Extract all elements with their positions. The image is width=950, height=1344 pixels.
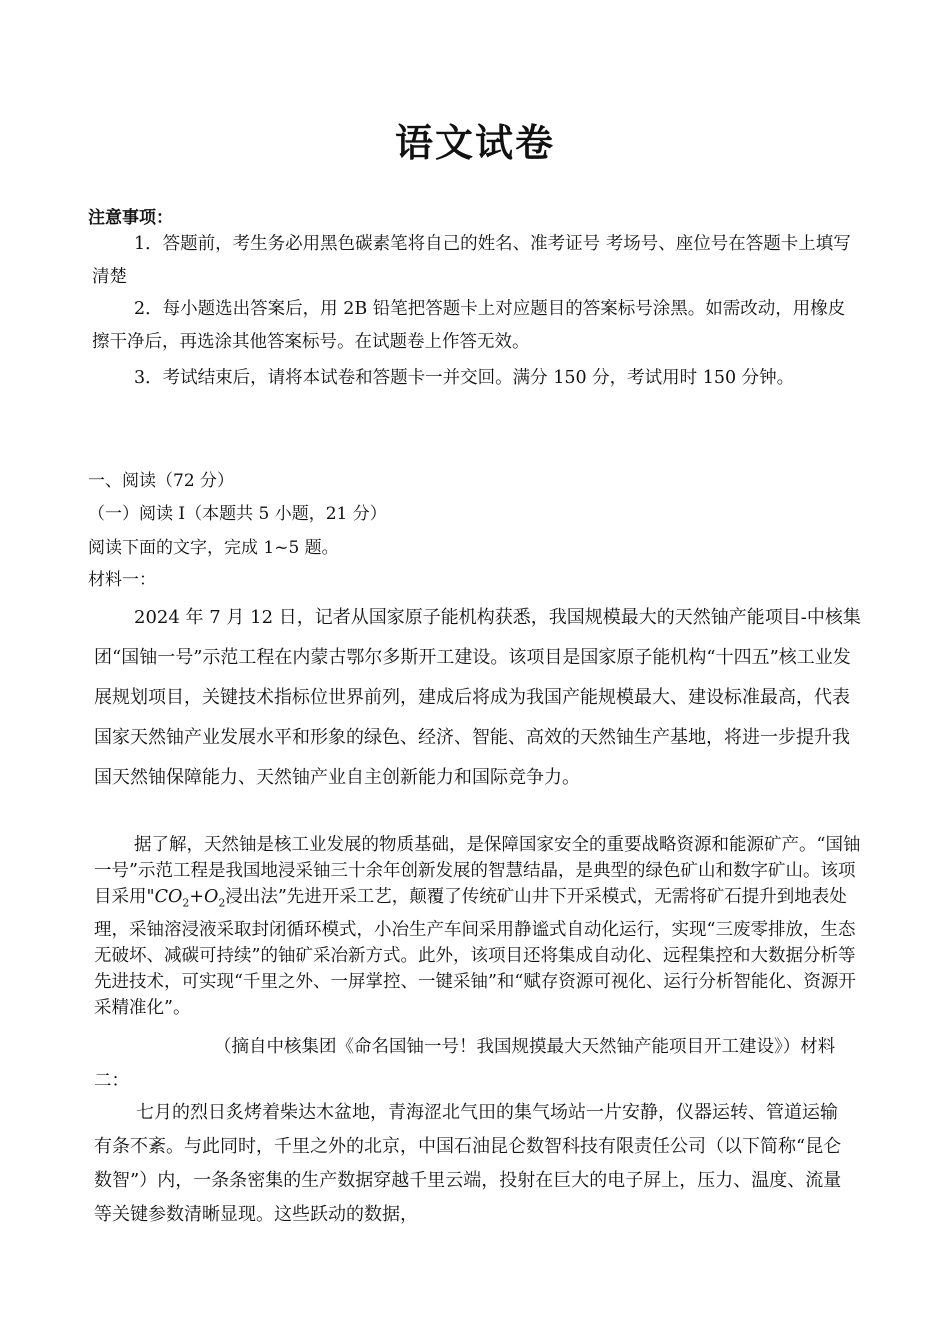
formula-subscript-2: 2 (218, 896, 226, 910)
formula-o: O (203, 887, 219, 907)
material1-paragraph-2 (94, 832, 866, 1021)
material1-source: （摘自中核集团《命名国铀一号！我国规摸最大天然铀产能项目开工建设》）材料二： (94, 1037, 836, 1091)
material1-paragraph-2-text-b: 浸出法”先进开采工艺，颠覆了传统矿山井下开采模式，无需将矿石提升到地表处理，采铀溶浸液采取封闭循环模式，小冶生产车间采用静谧式自动化运行，实现“三废零排放，生态无破坏、减碳可持续”的铀矿采冶新方式。此外，该项目还将集成自动化、远程集控和大数据分析等先进技术，可实现“千里之外、一屏掌控、一键采铀”和“赋存资源可视化、运行分析智能化、资源开采精准化”。 (94, 887, 856, 1018)
formula-subscript-1: 2 (182, 896, 190, 910)
notice-item-2: 2．每小题选出答案后，用 2B 铅笔把答题卡上对应题目的答案标号涂黑。如需改动，用橡皮擦干净后，再选涂其他答案标号。在试题卷上作答无效。 (92, 299, 846, 352)
formula-co: CO (154, 887, 183, 907)
page-title: 语文试卷 (394, 120, 555, 165)
notice-item-1: 1．答题前，考生务必用黑色碳素笔将自己的姓名、准考证号 考场号、座位号在答题卡上填写清楚 (92, 234, 851, 287)
material2-paragraph-1: 七月的烈日炙烤着柴达木盆地，青海涩北气田的集气场站一片安静，仪器运转、管道运输有条不紊。与此同时，千里之外的北京，中国石油昆仑数智科技有限责任公司（以下简称“昆仑数智”）内，一条条密集的生产数据穿越千里云端，投射在巨大的电子屏上，压力、温度、流量等关键参数清晰显现。这些跃动的数据， (94, 1102, 842, 1225)
material1-paragraph-2-text-a: 据了解，天然铀是核工业发展的物质基础，是保障国家安全的重要战略资源和能源矿产。“国铀一号”示范工程是我国地浸采铀三十余年创新发展的智慧结晶，是典型的绿色矿山和数字矿山。该项目采用" (94, 835, 861, 907)
section-instruction: 阅读下面的文字，完成 1~5 题。 (88, 538, 339, 558)
section-part-title: 一、阅读（72 分） (88, 471, 235, 491)
material1-label: 材料一： (88, 570, 156, 590)
material1-paragraph-1: 2024 年 7 月 12 日，记者从国家原子能机构获悉，我国规模最大的天然铀产能项目-中核集团“国铀一号”示范工程在内蒙古鄂尔多斯开工建设。该项目是国家原子能机构“十四五”核工业发展规划项目，关键技术指标位世界前列，建成后将成为我国产能规模最大、建设标准最高，代表国家天然铀产业发展水平和形象的绿色、经济、智能、高效的天然铀生产基地，将进一步提升我国天然铀保障能力、天然铀产业自主创新能力和国际竞争力。 (94, 607, 861, 788)
section-sub-title: （一）阅读 I（本题共 5 小题，21 分） (88, 504, 387, 524)
notice-heading: 注意事项： (88, 208, 173, 228)
notice-item-3: 3．考试结束后，请将本试卷和答题卡一并交回。满分 150 分，考试用时 150 分钟。 (134, 368, 795, 388)
formula-plus: + (189, 887, 204, 907)
